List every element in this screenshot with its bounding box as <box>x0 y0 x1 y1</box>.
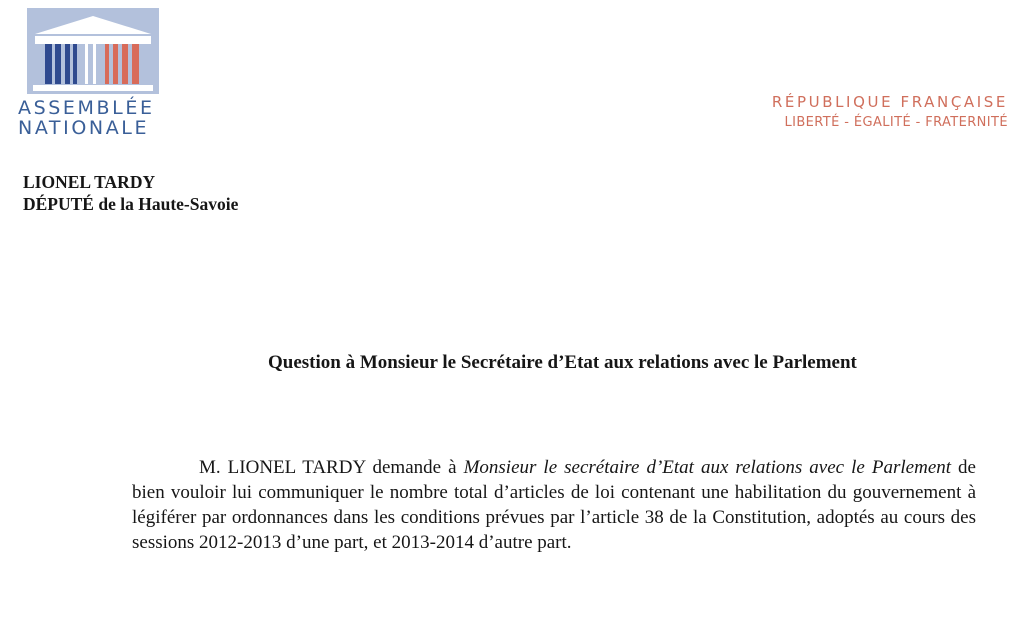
question-addressee: Monsieur le secrétaire d’Etat aux relations avec le Parlement <box>463 457 952 478</box>
question-title: Question à Monsieur le Secrétaire d’Etat aux relations avec le Parlement <box>268 352 857 373</box>
republique-title: RÉPUBLIQUE FRANÇAISE <box>771 93 1008 111</box>
assemblee-building-icon <box>27 8 159 94</box>
republique-francaise-header <box>772 92 1008 132</box>
question-body <box>132 455 976 555</box>
question-paragraph <box>132 455 976 555</box>
deputy-block <box>23 171 238 215</box>
logo-line-1: ASSEMBLÉE <box>18 97 155 119</box>
assemblee-nationale-wordmark <box>18 98 155 138</box>
republique-motto: LIBERTÉ - ÉGALITÉ - FRATERNITÉ <box>784 115 1008 130</box>
question-intro: M. LIONEL TARDY demande à <box>199 457 464 478</box>
deputy-name: LIONEL TARDY <box>23 172 156 192</box>
question-text: de bien vouloir lui communiquer le nombre total d’articles de loi contenant une habilitation du gouvernement à légiférer par ordonnances dans les conditions prévues par l’article 38 de la Constitution, adoptés au cours des sessions 2012-2013 d’une part, et 2013-2014 d’autre part. <box>132 457 976 553</box>
deputy-title: DÉPUTÉ de la Haute-Savoie <box>23 194 239 214</box>
logo-line-2: NATIONALE <box>18 117 150 139</box>
